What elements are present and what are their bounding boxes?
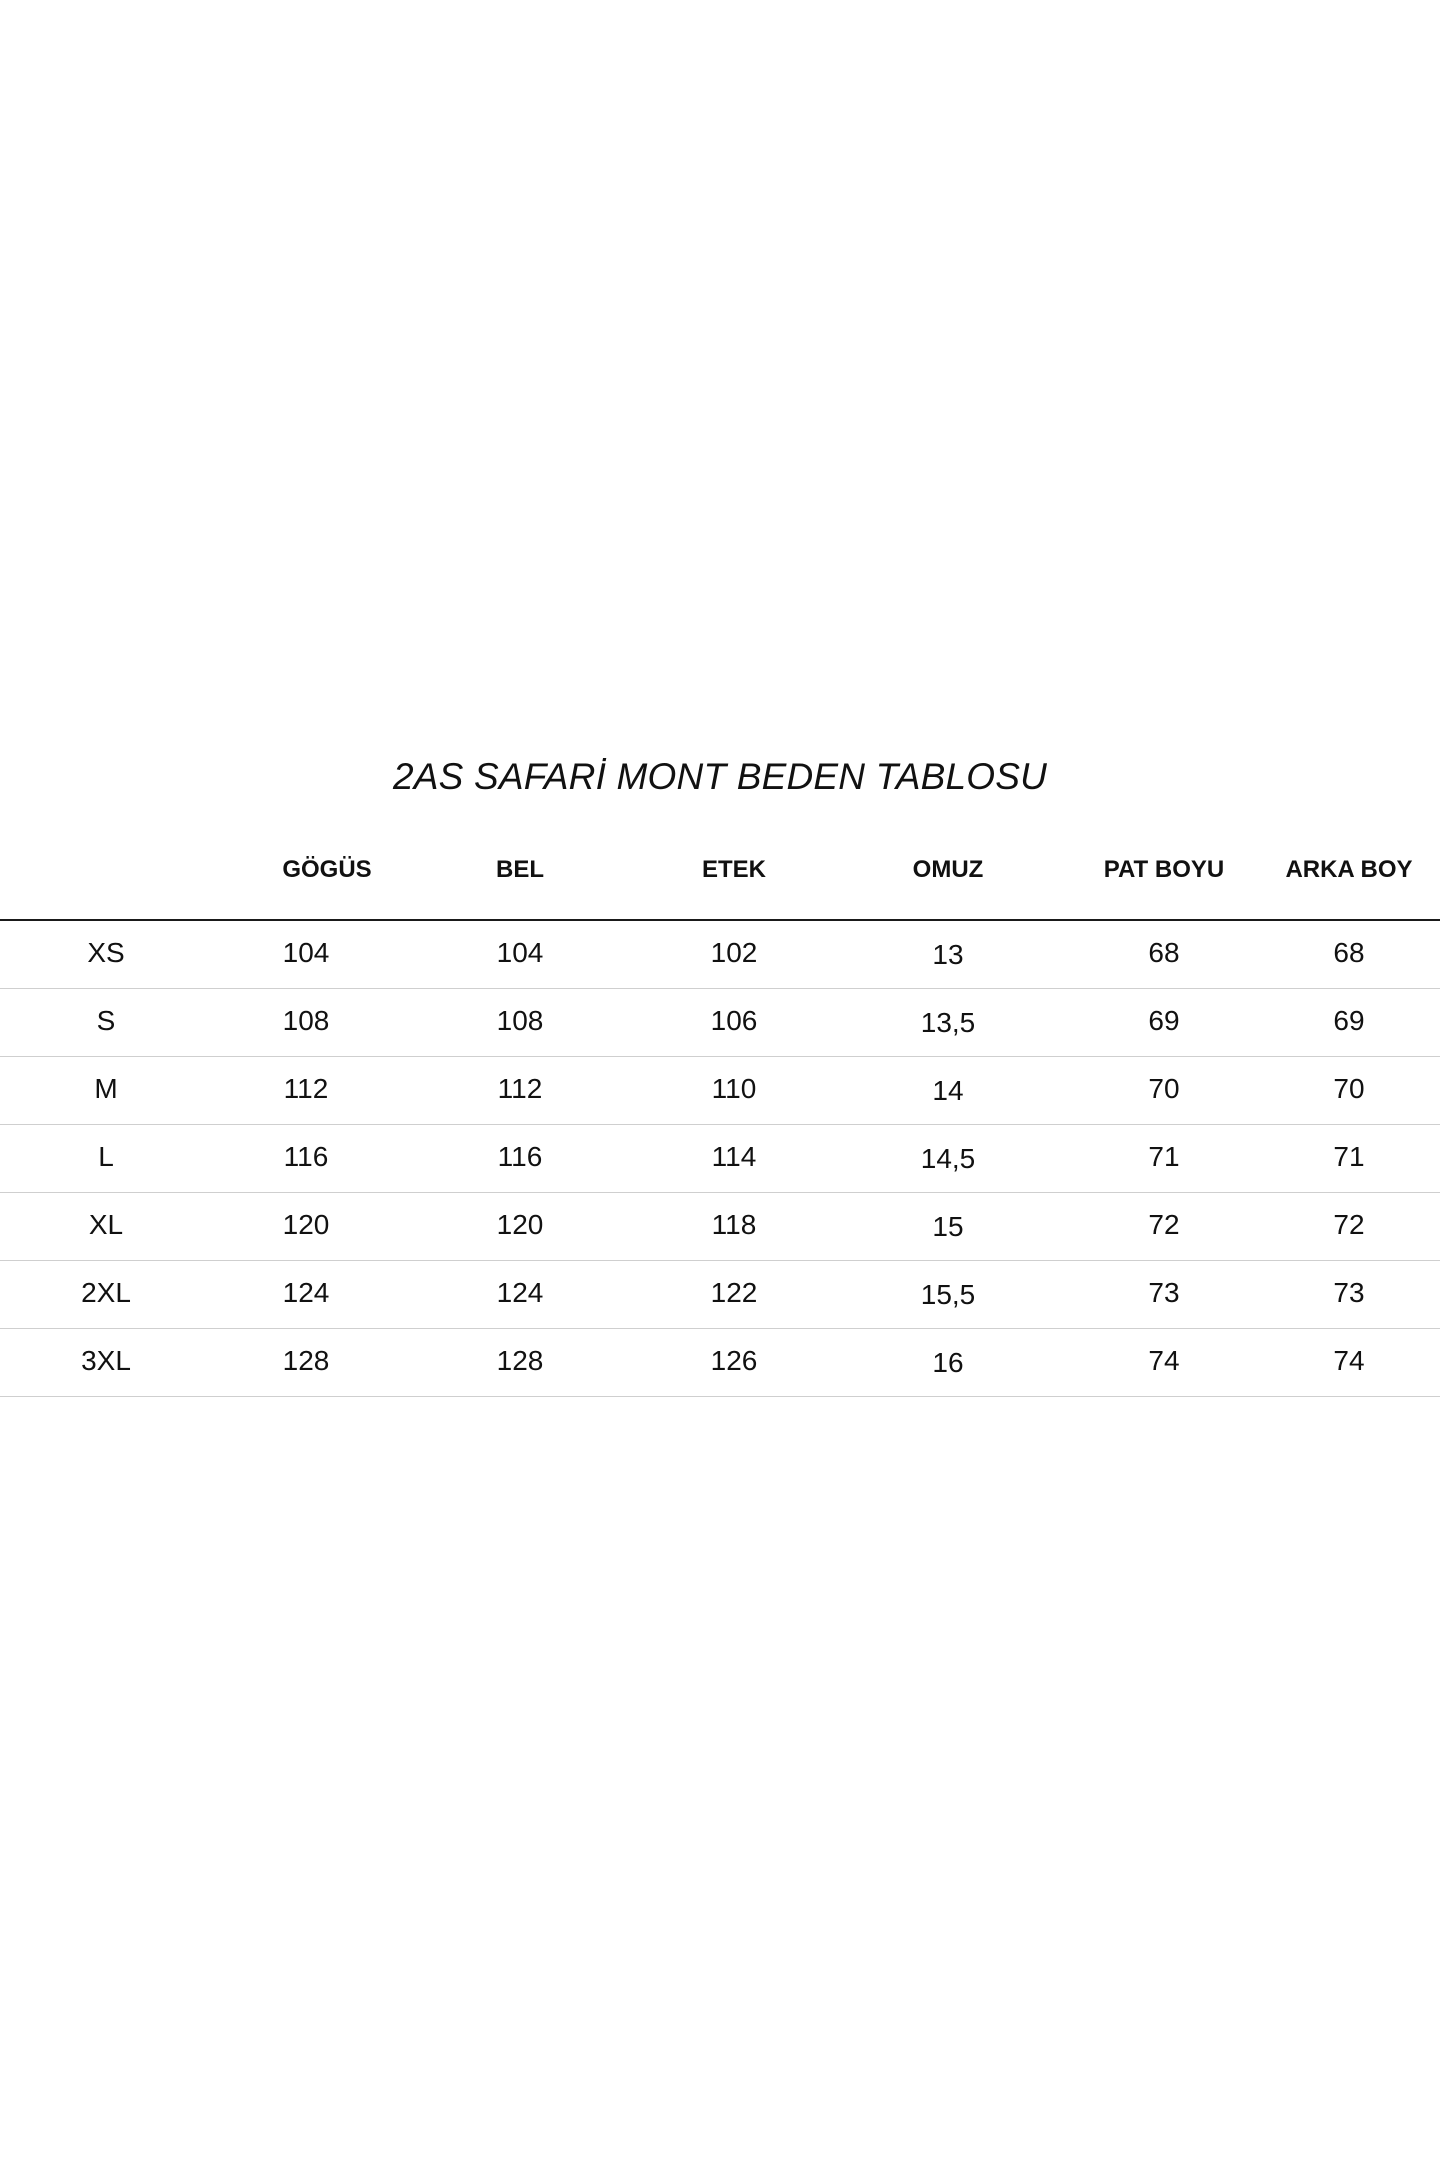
omuz-cell: 15	[932, 1211, 964, 1242]
size-cell: 3XL	[81, 1345, 131, 1376]
size-cell: S	[96, 1005, 116, 1036]
header-pat-boyu: PAT BOYU	[1103, 856, 1225, 883]
chart-title: 2AS SAFARİ MONT BEDEN TABLOSU	[392, 756, 1048, 797]
bel-cell: 112	[497, 1073, 543, 1104]
etek-cell: 126	[710, 1345, 758, 1376]
gogus-cell: 104	[282, 937, 330, 968]
size-cell: L	[98, 1141, 114, 1172]
arka-boy-cell: 69	[1333, 1005, 1365, 1036]
pat-boyu-cell: 69	[1148, 1005, 1180, 1036]
bel-cell: 116	[497, 1141, 543, 1172]
bel-cell: 120	[496, 1209, 544, 1240]
arka-boy-cell: 74	[1333, 1345, 1365, 1376]
table-row	[0, 1329, 1440, 1397]
header-gogus: GÖGÜS	[282, 856, 372, 883]
etek-cell: 122	[710, 1277, 758, 1308]
pat-boyu-cell: 68	[1148, 937, 1180, 968]
arka-boy-cell: 71	[1333, 1141, 1365, 1172]
header-etek: ETEK	[701, 856, 767, 883]
bel-cell: 128	[496, 1345, 544, 1376]
size-cell: M	[94, 1073, 118, 1104]
pat-boyu-cell: 70	[1148, 1073, 1180, 1104]
pat-boyu-cell: 71	[1148, 1141, 1180, 1172]
arka-boy-cell: 72	[1333, 1209, 1365, 1240]
table-row	[0, 1193, 1440, 1261]
arka-boy-cell: 73	[1333, 1277, 1365, 1308]
omuz-cell: 14	[932, 1075, 964, 1106]
gogus-cell: 116	[283, 1141, 329, 1172]
etek-cell: 110	[711, 1073, 757, 1104]
etek-cell: 114	[711, 1141, 757, 1172]
table-row	[0, 1057, 1440, 1125]
header-arka-boy: ARKA BOY	[1285, 856, 1413, 883]
omuz-cell: 15,5	[920, 1279, 976, 1310]
table-row	[0, 1261, 1440, 1329]
omuz-cell: 16	[932, 1347, 964, 1378]
header-omuz: OMUZ	[912, 856, 984, 883]
row-divider	[0, 1396, 1440, 1397]
omuz-cell: 14,5	[920, 1143, 976, 1174]
gogus-cell: 124	[282, 1277, 330, 1308]
bel-cell: 108	[496, 1005, 544, 1036]
arka-boy-cell: 70	[1333, 1073, 1365, 1104]
bel-cell: 124	[496, 1277, 544, 1308]
pat-boyu-cell: 73	[1148, 1277, 1180, 1308]
table-row	[0, 1125, 1440, 1193]
pat-boyu-cell: 74	[1148, 1345, 1180, 1376]
arka-boy-cell: 68	[1333, 937, 1365, 968]
etek-cell: 118	[711, 1209, 757, 1240]
size-cell: XS	[87, 937, 125, 968]
table-row	[0, 921, 1440, 989]
gogus-cell: 108	[282, 1005, 330, 1036]
omuz-cell: 13	[932, 939, 964, 970]
bel-cell: 104	[496, 937, 544, 968]
gogus-cell: 120	[282, 1209, 330, 1240]
size-cell: XL	[88, 1209, 124, 1240]
etek-cell: 106	[710, 1005, 758, 1036]
gogus-cell: 128	[282, 1345, 330, 1376]
pat-boyu-cell: 72	[1148, 1209, 1180, 1240]
omuz-cell: 13,5	[920, 1007, 976, 1038]
header-bel: BEL	[496, 856, 544, 883]
etek-cell: 102	[710, 937, 758, 968]
table-row	[0, 989, 1440, 1057]
gogus-cell: 112	[283, 1073, 329, 1104]
size-cell: 2XL	[81, 1277, 131, 1308]
